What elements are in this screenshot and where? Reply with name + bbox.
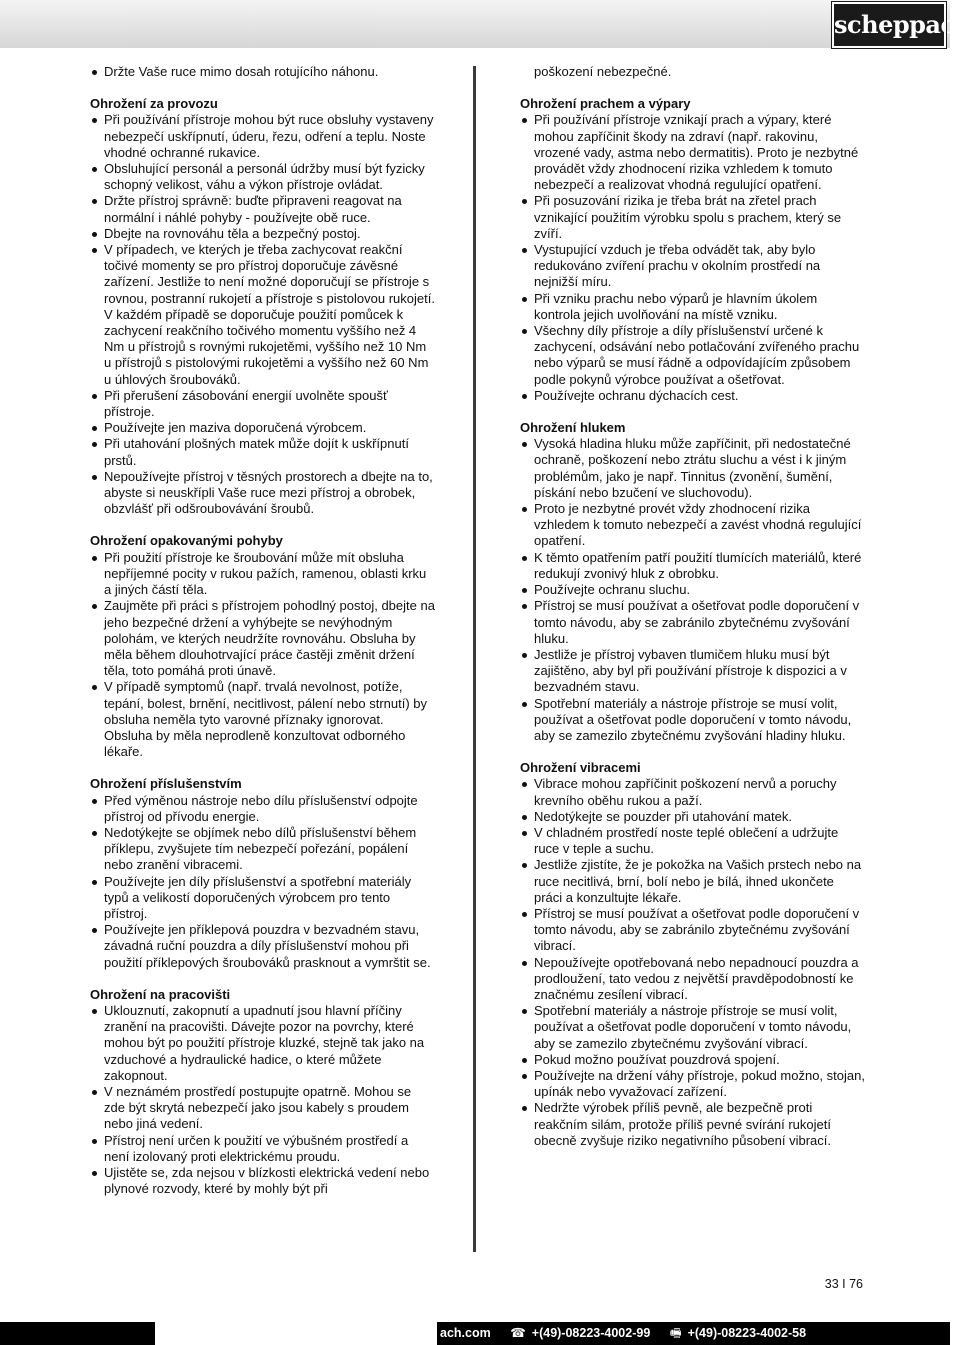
list-item: Nepoužívejte opotřebovaná nebo nepadnoucí pouzdra a prodloužení, tato vedou z největší pravděpodobností ke značnému zesílení vibrací. <box>520 955 865 1004</box>
list-item: Vysoká hladina hluku může zapříčinit, při nedostatečné ochraně, poškození nebo ztrátu sluchu a vést i k jiným problémům, jako je např. Tinnitus (zvonění, šumění, pískání nebo bzučení ve sluchovodu). <box>520 436 865 501</box>
section <box>90 96 435 517</box>
left-column <box>90 64 435 1197</box>
list-item: Držte přístroj správně: buďte připraveni reagovat na normální i náhlé pohyby - používejte obě ruce. <box>90 193 435 225</box>
list-item: Při používání přístroje vznikají prach a výpary, které mohou zapříčinit škody na zdraví (např. rakovinu, vrozené vady, astma nebo dermatitis). Proto je nezbytné provádět vždy zhodnocení rizika vzhledem k tomuto nebezpečí a realizovat vhodná regulující opatření. <box>520 112 865 193</box>
section-title: Ohrožení na pracovišti <box>90 986 231 1002</box>
section <box>90 776 435 970</box>
section-title: Ohrožení vibracemi <box>520 760 641 776</box>
list-item: K těmto opatřením patří použití tlumících materiálů, které redukují zvonivý hluk z obrobku. <box>520 550 865 582</box>
contact-info <box>440 1322 812 1345</box>
continuation-text: poškození nebezpečné. <box>534 64 672 79</box>
bullet-list <box>90 112 435 517</box>
list-item: Přístroj není určen k použití ve výbušném prostředí a není izolovaný proti elektrickému proudu. <box>90 1133 435 1165</box>
phone-icon: ☎ <box>510 1326 526 1340</box>
list-item: Používejte jen maziva doporučená výrobcem. <box>90 420 435 436</box>
list-item: V případech, ve kterých je třeba zachycovat reakční točivé momenty se pro přístroj doporučuje závěsné zařízení. Jestliže to není možné doporučují se přístroje s rovnou, postranní rukojetí a přístroje s pistolovou rukojetí. V každém případě se doporučuje použití pomůcek k zachycení reakčního točivého momentu vyššího než 4 Nm u přístrojů s rovnými rukojetěmi, vyššího než 10 Nm u přístrojů s pistolovými rukojetěmi a vyššího než 60 Nm u úhlových šroubováků. <box>90 242 435 388</box>
left-sections <box>90 96 435 1197</box>
list-item: Dbejte na rovnováhu těla a bezpečný postoj. <box>90 226 435 242</box>
list-item: Všechny díly přístroje a díly příslušenství určené k zachycení, odsávání nebo potlačování zvířeného prachu nebo výparů se musí řádně a odpovídajícím způsobem podle pokynů výrobce používat a ošetřovat. <box>520 323 865 388</box>
list-item: Držte Vaše ruce mimo dosah rotujícího náhonu. <box>90 64 435 80</box>
list-item: Jestliže je přístroj vybaven tlumičem hluku musí být zajištěno, aby byl při používání přístroje k dispozici a v bezvadném stavu. <box>520 647 865 696</box>
header-band <box>0 0 972 48</box>
list-item: Při používání přístroje mohou být ruce obsluhy vystaveny nebezpečí uskřípnutí, úderu, řezu, odření a teplu. Noste vhodné ochranné rukavice. <box>90 112 435 161</box>
fax-number: +(49)-08223-4002-58 <box>687 1326 807 1340</box>
list-item: Používejte ochranu sluchu. <box>520 582 865 598</box>
bullet-list <box>90 550 435 761</box>
website-text[interactable]: ach.com <box>440 1326 491 1340</box>
section-title: Ohrožení opakovanými pohyby <box>90 533 283 549</box>
list-item: Uklouznutí, zakopnutí a upadnutí jsou hlavní příčiny zranění na pracovišti. Dávejte pozor na povrchy, které mohou být po použití přístroje kluzké, stejně tak jako na vzduchové a hydraulické hadice, o které můžete zakopnout. <box>90 1003 435 1084</box>
list-item: Při přerušení zásobování energií uvolněte spoušť přístroje. <box>90 388 435 420</box>
list-item: V chladném prostředí noste teplé oblečení a udržujte ruce v teple a suchu. <box>520 825 865 857</box>
page-number: 33 I 76 <box>824 1277 863 1291</box>
section <box>90 987 435 1198</box>
column-divider <box>473 66 476 1252</box>
bullet-list <box>520 776 865 1149</box>
section <box>520 96 865 404</box>
phone-number: +(49)-08223-4002-99 <box>531 1326 651 1340</box>
list-item: Nepoužívejte přístroj v těsných prostorech a dbejte na to, abyste si neuskřípli Vaše ruce mezi přístroj a obrobek, obzvlášť při odšroubovávání šroubů. <box>90 469 435 518</box>
section-title: Ohrožení příslušenstvím <box>90 776 242 792</box>
list-item: Zaujměte při práci s přístrojem pohodlný postoj, dbejte na jeho bezpečné držení a vyhýbejte se nevýhodným polohám, ve kterých neudržíte rovnováhu. Obsluha by měla během dlouhotrvající práce častěji změnit držení těla, toto pomáhá proti únavě. <box>90 598 435 679</box>
scheppach-logo: scheppach <box>832 2 946 48</box>
list-item: Nedržte výrobek příliš pevně, ale bezpečně proti reakčním silám, protože příliš pevné svírání rukojetí obecně zvyšuje riziko negativního působení vibrací. <box>520 1100 865 1149</box>
list-item: Přístroj se musí používat a ošetřovat podle doporučení v tomto návodu, aby se zabránilo zbytečnému zvyšování vibrací. <box>520 906 865 955</box>
list-item: Pokud možno používat pouzdrová spojení. <box>520 1052 865 1068</box>
bullet-list <box>520 112 865 404</box>
list-item: Používejte jen díly příslušenství a spotřební materiály typů a velikostí doporučených výrobcem pro tento přístroj. <box>90 874 435 923</box>
list-item: V neznámém prostředí postupujte opatrně. Mohou se zde být skrytá nebezpečí jako jsou kabely s proudem nebo jiná vedení. <box>90 1084 435 1133</box>
list-item: Spotřební materiály a nástroje přístroje se musí volit, používat a ošetřovat podle doporučení v tomto návodu, aby se zamezilo zbytečnému zvyšování hladiny hluku. <box>520 696 865 745</box>
section <box>520 420 865 744</box>
list-item: Při vzniku prachu nebo výparů je hlavním úkolem kontrola jejich uvolňování na místě vzniku. <box>520 291 865 323</box>
list-item: Nedotýkejte se pouzder při utahování matek. <box>520 809 865 825</box>
fax-icon: 🖷 <box>669 1326 682 1340</box>
list-item: Používejte na držení váhy přístroje, pokud možno, stojan, upínák nebo vyvažovací zařízení. <box>520 1068 865 1100</box>
right-sections <box>520 96 865 1149</box>
list-item: Používejte ochranu dýchacích cest. <box>520 388 865 404</box>
list-item: Proto je nezbytné provét vždy zhodnocení rizika vzhledem k tomuto nebezpečí a zavést vhodná regulující opatření. <box>520 501 865 550</box>
list-item: V případě symptomů (např. trvalá nevolnost, potíže, tepání, bolest, brnění, necitlivost, pálení nebo strnutí) by obsluha neměla tyto varovné příznaky ignorovat. Obsluha by měla neprodleně konzultovat odborného lékaře. <box>90 679 435 760</box>
list-item: Při posuzování rizika je třeba brát na zřetel prach vznikající použitím výrobku spolu s prachem, který se zvíří. <box>520 193 865 242</box>
section-title: Ohrožení prachem a výpary <box>520 96 691 112</box>
bullet-list <box>90 1003 435 1197</box>
section-title: Ohrožení hlukem <box>520 420 626 436</box>
footer-white-block <box>155 1322 437 1345</box>
section-title: Ohrožení za provozu <box>90 96 218 112</box>
list-item: Přístroj se musí používat a ošetřovat podle doporučení v tomto návodu, aby se zabránilo zbytečnému zvyšování hluku. <box>520 598 865 647</box>
list-item: Vystupující vzduch je třeba odvádět tak, aby bylo redukováno zvíření prachu v okolním prostředí na nejnižší míru. <box>520 242 865 291</box>
footer-bar <box>0 1322 950 1345</box>
list-item: Při utahování plošných matek může dojít k uskřípnutí prstů. <box>90 436 435 468</box>
list-item: Používejte jen příklepová pouzdra v bezvadném stavu, závadná ruční pouzdra a díly příslušenství mohou při použití příklepových šroubováků prasknout a vymrštit se. <box>90 922 435 971</box>
right-column <box>520 64 865 1149</box>
list-item: Spotřební materiály a nástroje přístroje se musí volit, používat a ošetřovat podle doporučení v tomto návodu, aby se zamezilo zbytečnému zvyšování vibrací. <box>520 1003 865 1052</box>
section <box>90 533 435 760</box>
list-item: Jestliže zjistíte, že je pokožka na Vašich prstech nebo na ruce necitlivá, brní, bolí nebo je bílá, ihned ukončete práci a konzultujte lékaře. <box>520 857 865 906</box>
section <box>520 760 865 1149</box>
list-item: Vibrace mohou zapříčinit poškození nervů a poruchy krevního oběhu rukou a paží. <box>520 776 865 808</box>
list-item: Ujistěte se, zda nejsou v blízkosti elektrická vedení nebo plynové rozvody, které by mohly být při <box>90 1165 435 1197</box>
list-item: Před výměnou nástroje nebo dílu příslušenství odpojte přístroj od přívodu energie. <box>90 793 435 825</box>
top-list <box>90 64 435 80</box>
list-item: Nedotýkejte se objímek nebo dílů příslušenství během příklepu, zvyšujete tím nebezpečí pořezání, popálení nebo zranění vibracemi. <box>90 825 435 874</box>
list-item: Při použití přístroje ke šroubování může mít obsluha nepříjemné pocity v rukou pažích, ramenou, oblasti krku a jiných částí těla. <box>90 550 435 599</box>
bullet-list <box>520 436 865 744</box>
list-item: Obsluhující personál a personál údržby musí být fyzicky schopný velikost, váhu a výkon přístroje ovládat. <box>90 161 435 193</box>
bullet-list <box>90 793 435 971</box>
